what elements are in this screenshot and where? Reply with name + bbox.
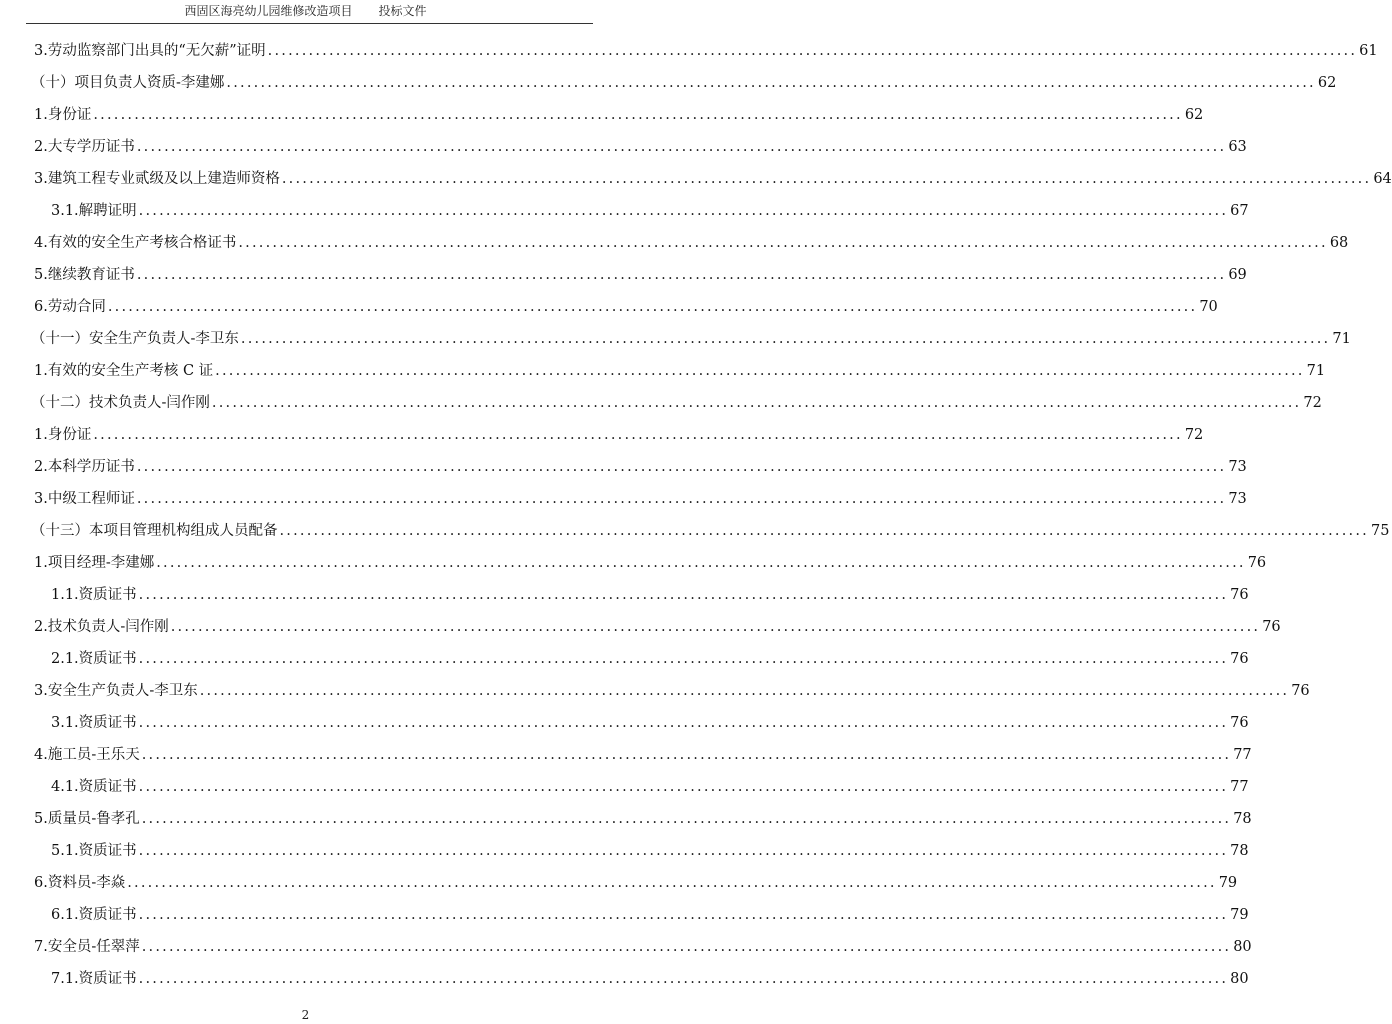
toc-entry[interactable] [0, 963, 1249, 995]
toc-entry-page-number: 79 [1230, 907, 1249, 923]
toc-entry[interactable] [0, 835, 1249, 867]
toc-entry-page-number: 77 [1230, 779, 1249, 795]
toc-entry[interactable] [0, 227, 1349, 259]
toc-entry-page-number: 64 [1373, 171, 1392, 187]
toc-entry[interactable] [0, 355, 1326, 387]
toc-entry-title: 5.1.资质证书 [51, 843, 137, 859]
toc-entry-title: 1.身份证 [34, 427, 92, 443]
toc-entry-title: 4.有效的安全生产考核合格证书 [34, 235, 237, 251]
dot-leader: ................................................................................................................................................................ [127, 875, 1217, 891]
toc-entry[interactable] [0, 163, 1392, 195]
toc-entry-title: 5.质量员-鲁孝孔 [34, 811, 140, 827]
toc-entry-page-number: 70 [1199, 299, 1218, 315]
dot-leader: ................................................................................................................................................................ [156, 555, 1246, 571]
toc-entry[interactable] [0, 707, 1249, 739]
toc-entry-page-number: 72 [1184, 427, 1204, 443]
dot-leader: ................................................................................................................................................................ [238, 235, 1328, 251]
toc-entry-title: 7.1.资质证书 [51, 971, 137, 987]
toc-entry-title: 4.施工员-王乐天 [34, 747, 140, 763]
toc-entry-page-number: 73 [1228, 491, 1247, 507]
dot-leader: ................................................................................................................................................................ [279, 523, 1369, 539]
toc-entry-title: 3.1.解聘证明 [51, 203, 137, 219]
toc-entry-page-number: 76 [1291, 683, 1310, 699]
toc-entry[interactable] [0, 515, 1390, 547]
toc-entry[interactable] [0, 899, 1249, 931]
dot-leader: ................................................................................................................................................................ [138, 779, 1229, 795]
dot-leader: ................................................................................................................................................................ [141, 811, 1232, 827]
toc-entry-page-number: 80 [1233, 939, 1252, 955]
toc-entry[interactable] [0, 931, 1252, 963]
toc-entry[interactable] [0, 259, 1247, 291]
toc-entry[interactable] [0, 291, 1218, 323]
toc-entry-title: 3.安全生产负责人-李卫东 [34, 683, 198, 699]
toc-entry-page-number: 61 [1359, 43, 1378, 59]
header-project-title: 西固区海亮幼儿园维修改造项目 [184, 4, 353, 18]
dot-leader: ................................................................................................................................................................ [138, 907, 1229, 923]
toc-entry[interactable] [0, 483, 1247, 515]
toc-entry-title: 7.安全员-任翠萍 [34, 939, 140, 955]
toc-entry-page-number: 75 [1370, 523, 1390, 539]
toc-entry-page-number: 62 [1317, 75, 1337, 91]
toc-entry[interactable] [0, 867, 1238, 899]
toc-entry-title: 6.资料员-李焱 [34, 875, 126, 891]
toc-entry-title: 2.1.资质证书 [51, 651, 137, 667]
toc-entry-page-number: 77 [1233, 747, 1252, 763]
toc-entry-page-number: 80 [1230, 971, 1249, 987]
dot-leader: ................................................................................................................................................................ [93, 427, 1183, 443]
dot-leader: ................................................................................................................................................................ [138, 651, 1229, 667]
toc-entry-page-number: 71 [1332, 331, 1351, 347]
toc-entry[interactable] [0, 643, 1249, 675]
dot-leader: ................................................................................................................................................................ [141, 939, 1232, 955]
table-of-contents [0, 35, 1392, 995]
toc-entry-title: 2.本科学历证书 [34, 459, 135, 475]
dot-leader: ................................................................................................................................................................ [141, 747, 1232, 763]
toc-entry-page-number: 76 [1247, 555, 1267, 571]
dot-leader: ................................................................................................................................................................ [136, 459, 1227, 475]
dot-leader: ................................................................................................................................................................ [138, 715, 1229, 731]
toc-entry[interactable] [0, 803, 1252, 835]
toc-entry-page-number: 78 [1233, 811, 1252, 827]
toc-entry[interactable] [0, 579, 1249, 611]
toc-entry-title: 5.继续教育证书 [34, 267, 135, 283]
toc-entry-title: 1.项目经理-李建娜 [34, 555, 155, 571]
toc-entry-page-number: 68 [1329, 235, 1349, 251]
toc-entry[interactable] [0, 387, 1322, 419]
toc-entry-page-number: 76 [1230, 651, 1249, 667]
toc-entry-page-number: 76 [1230, 715, 1249, 731]
toc-entry-page-number: 76 [1262, 619, 1281, 635]
toc-entry-title: 4.1.资质证书 [51, 779, 137, 795]
dot-leader: ................................................................................................................................................................ [136, 267, 1227, 283]
dot-leader: ................................................................................................................................................................ [138, 843, 1229, 859]
toc-entry-page-number: 63 [1228, 139, 1247, 155]
dot-leader: ................................................................................................................................................................ [107, 299, 1198, 315]
toc-entry-title: （十）项目负责人资质-李建娜 [31, 75, 225, 91]
dot-leader: ................................................................................................................................................................ [136, 491, 1227, 507]
toc-entry-title: 2.大专学历证书 [34, 139, 135, 155]
dot-leader: ................................................................................................................................................................ [93, 107, 1183, 123]
toc-entry-page-number: 79 [1218, 875, 1238, 891]
toc-entry[interactable] [0, 323, 1351, 355]
toc-entry[interactable] [0, 131, 1247, 163]
toc-entry[interactable] [0, 547, 1267, 579]
toc-entry-title: 3.建筑工程专业贰级及以上建造师资格 [34, 171, 280, 187]
toc-entry-page-number: 78 [1230, 843, 1249, 859]
dot-leader: ................................................................................................................................................................ [138, 203, 1229, 219]
toc-entry-page-number: 62 [1184, 107, 1204, 123]
toc-entry[interactable] [0, 451, 1247, 483]
header-divider [26, 23, 593, 24]
toc-entry-title: （十一）安全生产负责人-李卫东 [31, 331, 239, 347]
toc-entry-page-number: 76 [1230, 587, 1249, 603]
toc-entry-title: 3.中级工程师证 [34, 491, 135, 507]
dot-leader: ................................................................................................................................................................ [281, 171, 1372, 187]
toc-entry-page-number: 71 [1306, 363, 1326, 379]
dot-leader: ................................................................................................................................................................ [138, 587, 1229, 603]
toc-entry-title: （十二）技术负责人-闫作刚 [31, 395, 210, 411]
dot-leader: ................................................................................................................................................................ [240, 331, 1331, 347]
toc-entry-title: （十三）本项目管理机构组成人员配备 [31, 523, 278, 539]
toc-entry-title: 1.1.资质证书 [51, 587, 137, 603]
toc-entry-page-number: 73 [1228, 459, 1247, 475]
dot-leader: ................................................................................................................................................................ [211, 395, 1302, 411]
toc-entry[interactable] [0, 67, 1337, 99]
toc-entry-title: 2.技术负责人-闫作刚 [34, 619, 169, 635]
dot-leader: ................................................................................................................................................................ [199, 683, 1290, 699]
toc-entry-page-number: 67 [1230, 203, 1249, 219]
dot-leader: ................................................................................................................................................................ [226, 75, 1316, 91]
toc-entry[interactable] [0, 611, 1281, 643]
toc-entry[interactable] [0, 99, 1204, 131]
toc-entry-title: 6.1.资质证书 [51, 907, 137, 923]
toc-entry-title: 1.有效的安全生产考核 C 证 [34, 363, 214, 379]
page-header [0, 0, 611, 24]
toc-entry[interactable] [0, 419, 1204, 451]
dot-leader: ................................................................................................................................................................ [136, 139, 1227, 155]
toc-entry[interactable] [0, 35, 1378, 67]
page-number: 2 [301, 1008, 310, 1022]
toc-entry-title: 6.劳动合同 [34, 299, 106, 315]
toc-entry-title: 3.1.资质证书 [51, 715, 137, 731]
dot-leader: ................................................................................................................................................................ [138, 971, 1229, 987]
toc-entry[interactable] [0, 195, 1249, 227]
toc-entry-title: 3.劳动监察部门出具的“无欠薪”证明 [34, 43, 266, 59]
dot-leader: ................................................................................................................................................................ [170, 619, 1261, 635]
dot-leader: ................................................................................................................................................................ [267, 43, 1358, 59]
toc-entry-page-number: 72 [1303, 395, 1322, 411]
toc-entry-page-number: 69 [1228, 267, 1247, 283]
header-document-type: 投标文件 [378, 4, 427, 18]
toc-entry[interactable] [0, 771, 1249, 803]
toc-entry[interactable] [0, 739, 1252, 771]
toc-entry-title: 1.身份证 [34, 107, 92, 123]
toc-entry[interactable] [0, 675, 1310, 707]
dot-leader: ................................................................................................................................................................ [215, 363, 1305, 379]
